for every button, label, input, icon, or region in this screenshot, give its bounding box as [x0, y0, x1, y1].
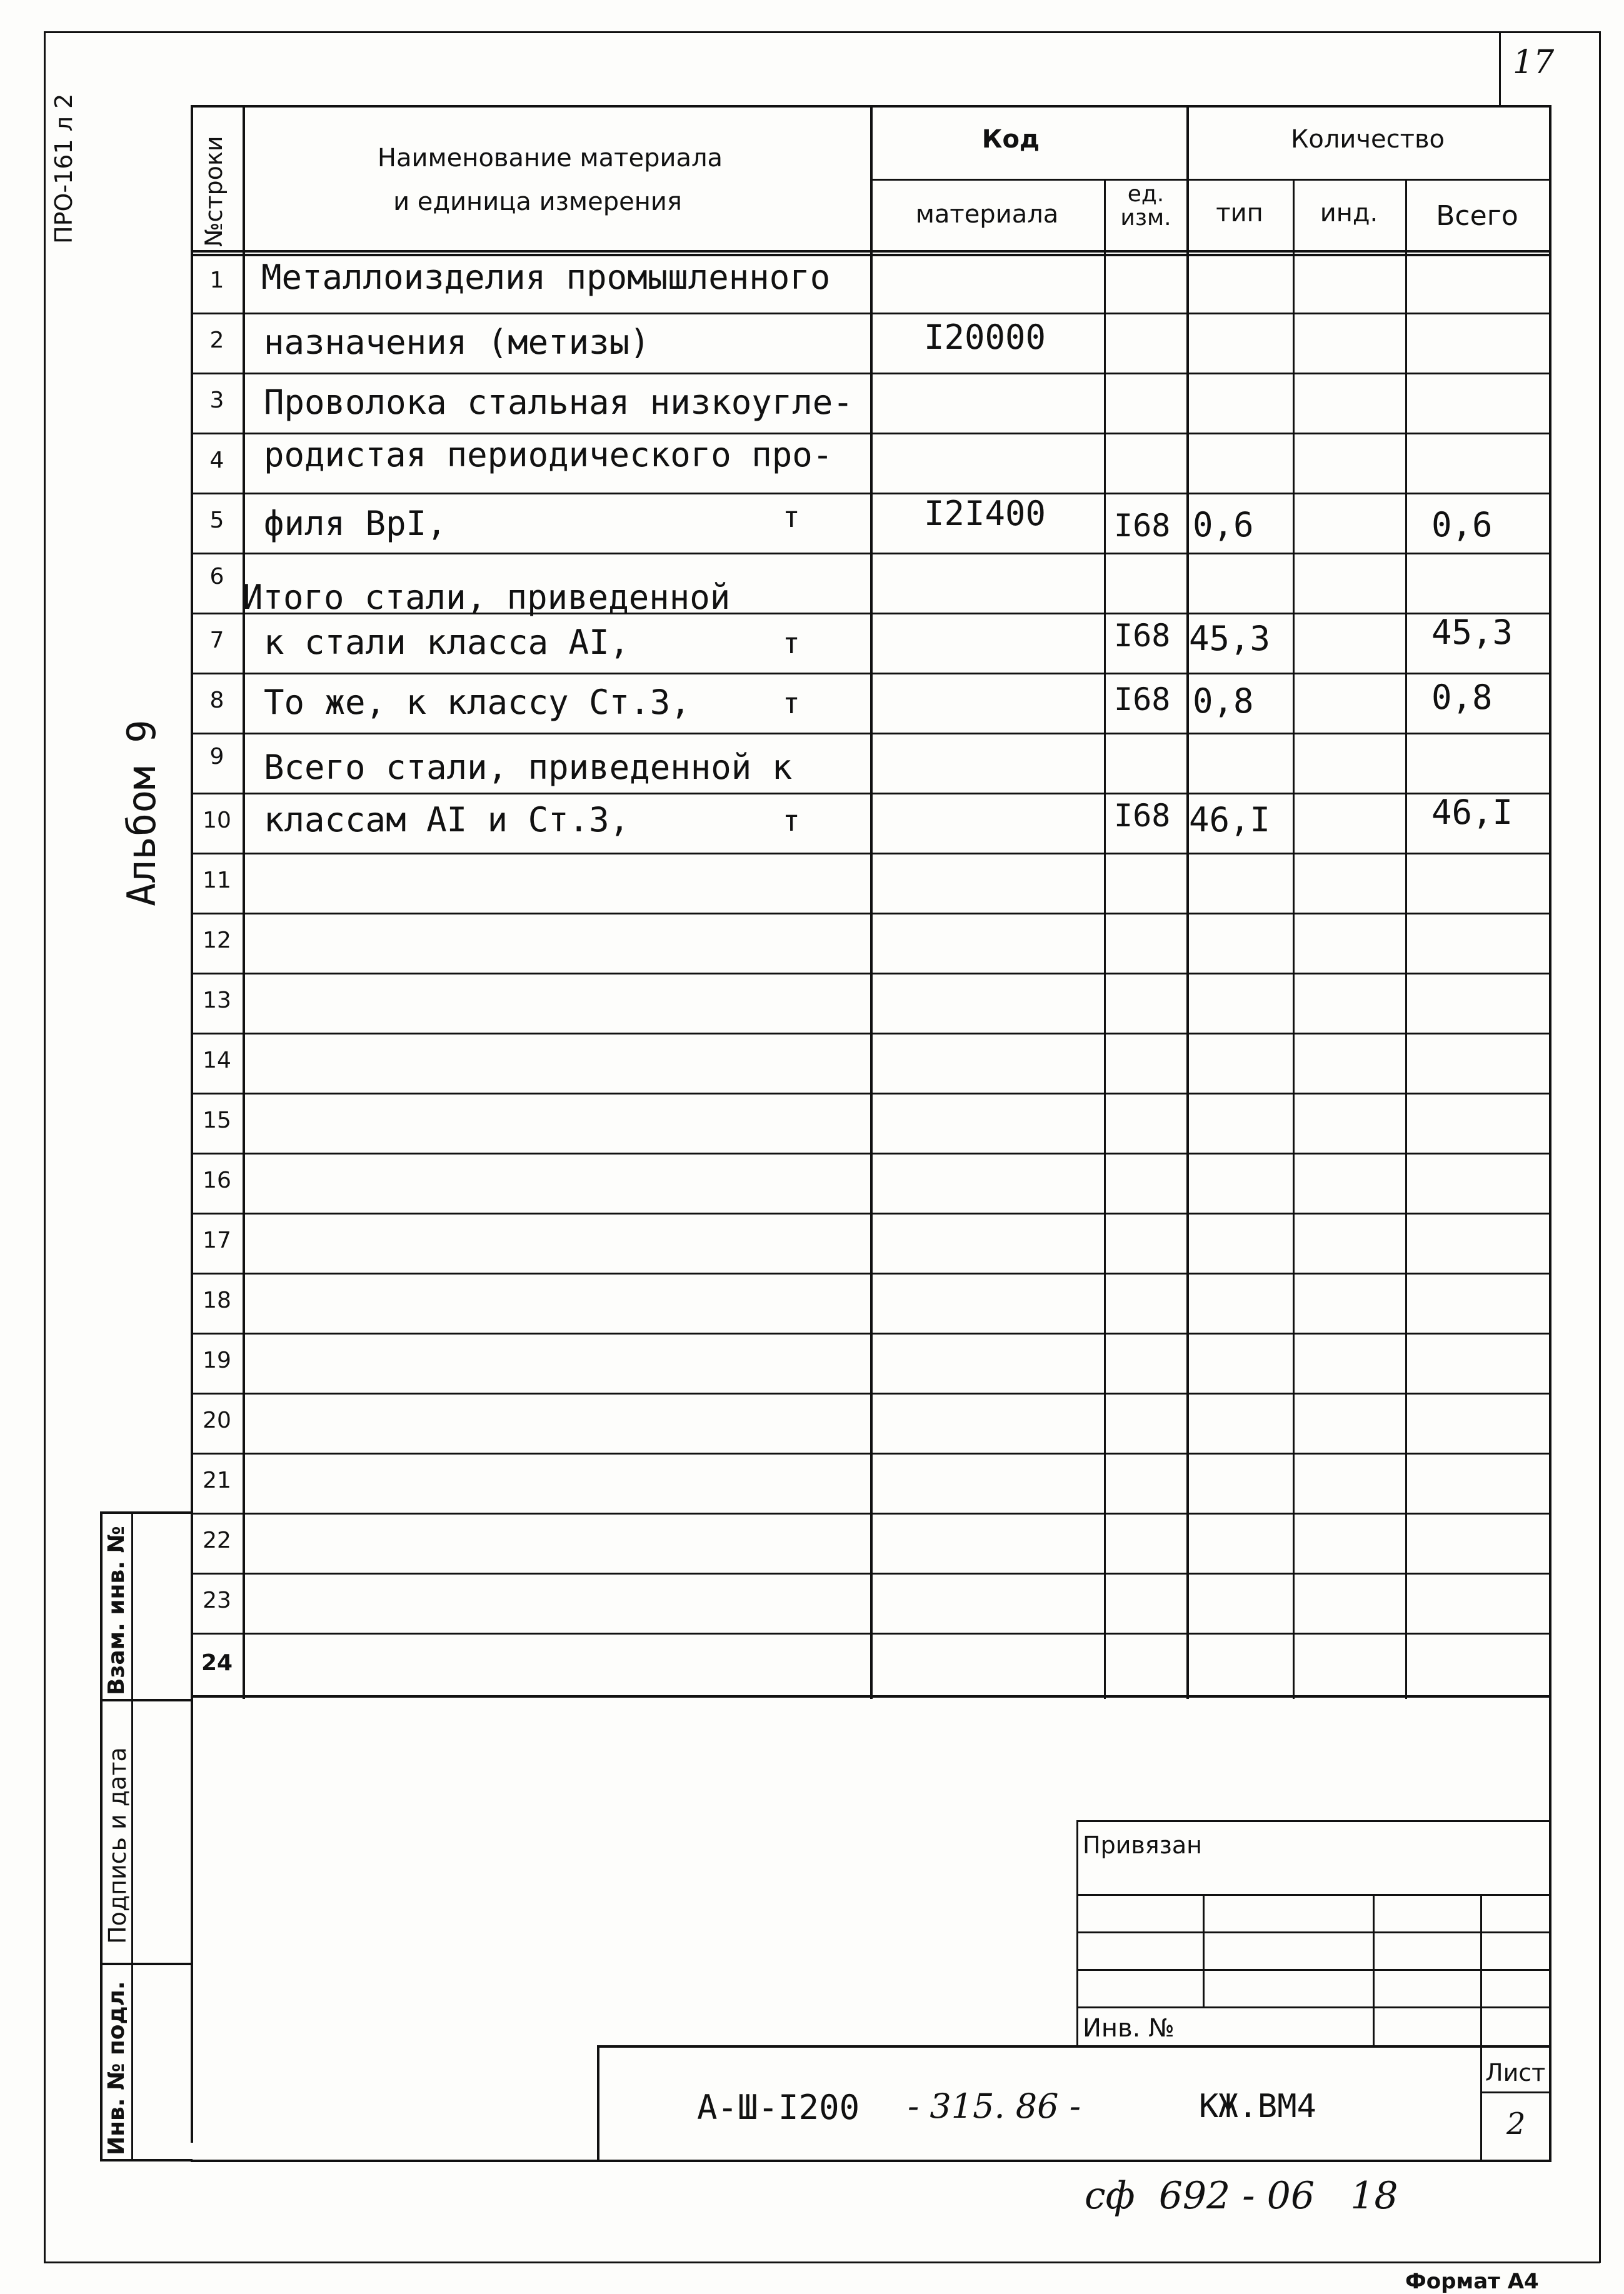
- designation-mark: КЖ.ВМ4: [1199, 2088, 1316, 2125]
- qty-type-header: тип: [1216, 199, 1263, 228]
- qty-total-value: 45,3: [1431, 613, 1513, 652]
- row-number: 14: [203, 1048, 231, 1073]
- quantity-header: Количество: [1290, 125, 1445, 154]
- row-number: 9: [209, 744, 224, 769]
- row-number: 15: [203, 1108, 231, 1133]
- unit-code: I68: [1114, 681, 1171, 718]
- code-header: Код: [981, 125, 1040, 154]
- designation-code: А-Ш-I200: [697, 2088, 860, 2127]
- privyazan-label: Привязан: [1083, 1831, 1202, 1859]
- row-number: 18: [203, 1288, 231, 1313]
- row-number: 7: [209, 628, 224, 653]
- row-number: 22: [203, 1528, 231, 1553]
- row-number: 8: [209, 688, 224, 713]
- material-name: классам АI и Ст.3,: [264, 800, 630, 839]
- qty-total-value: 46,I: [1431, 793, 1513, 832]
- row-number: 19: [203, 1348, 231, 1373]
- unit-label: т: [783, 804, 800, 838]
- name-header-line2: и единица измерения: [393, 188, 682, 216]
- row-number: 20: [203, 1408, 231, 1433]
- row-number: 13: [203, 988, 231, 1013]
- format-label: Формат А4: [1405, 2269, 1539, 2294]
- qty-total-header: Всего: [1436, 200, 1518, 232]
- row-number: 3: [209, 388, 224, 413]
- unit-code: I68: [1114, 618, 1171, 654]
- row-number: 16: [203, 1168, 231, 1193]
- row-number: 17: [203, 1228, 231, 1253]
- qty-type-value: 0,6: [1193, 505, 1254, 544]
- material-code: I2I400: [924, 494, 1046, 533]
- row-number: 6: [209, 564, 224, 589]
- designation-number: - 315. 86 -: [908, 2086, 1081, 2126]
- archive-mark: сф 692 - 06 18: [1085, 2174, 1398, 2218]
- sheet-number: 2: [1506, 2106, 1526, 2141]
- row-number: 4: [209, 448, 224, 473]
- qty-ind-header: инд.: [1320, 199, 1378, 228]
- qty-total-value: 0,6: [1431, 505, 1493, 544]
- code-unit-header: ед. изм.: [1120, 181, 1171, 231]
- album-label: Альбом 9: [119, 719, 164, 906]
- row-number: 1: [209, 268, 224, 293]
- material-name: к стали класса АI,: [264, 623, 630, 662]
- material-name: То же, к классу Ст.3,: [264, 683, 691, 722]
- unit-label: т: [783, 626, 800, 660]
- material-name: родистая периодического про-: [264, 435, 833, 474]
- row-number: 2: [209, 328, 224, 353]
- material-name: Всего стали, приведенной к: [264, 748, 793, 787]
- code-material-header: материала: [915, 200, 1059, 229]
- row-number: 24: [201, 1650, 233, 1676]
- row-number: 12: [203, 928, 231, 953]
- row-number: 21: [203, 1468, 231, 1493]
- material-name: назначения (метизы): [264, 323, 650, 362]
- row-number: 23: [203, 1588, 231, 1613]
- material-name: Итого стали, приведенной: [243, 578, 731, 617]
- inv-no-label: Инв. №: [1083, 2014, 1175, 2043]
- side-code: ПРО-161 л 2: [50, 93, 78, 244]
- qty-type-value: 46,I: [1189, 800, 1271, 839]
- signature-date-label: Подпись и дата: [104, 1747, 131, 1944]
- vzam-inv-label: Взам. инв. №: [104, 1526, 129, 1695]
- unit-code: I68: [1114, 508, 1171, 544]
- sheet-label: Лист: [1485, 2059, 1546, 2086]
- unit-code: I68: [1114, 798, 1171, 834]
- row-number: 10: [203, 808, 231, 833]
- material-code: I20000: [924, 318, 1046, 357]
- unit-label: т: [783, 500, 800, 534]
- page-number: 17: [1513, 44, 1555, 81]
- row-number: 5: [209, 508, 224, 533]
- qty-type-value: 0,8: [1193, 681, 1254, 721]
- inv-podl-label: Инв. № подл.: [104, 1981, 129, 2155]
- material-name: Металлоизделия промышленного: [261, 258, 831, 297]
- unit-label: т: [783, 686, 800, 720]
- qty-total-value: 0,8: [1431, 678, 1493, 717]
- row-number-header: №строки: [200, 136, 228, 247]
- material-name: филя ВрI,: [264, 504, 447, 543]
- qty-type-value: 45,3: [1189, 619, 1271, 658]
- row-number: 11: [203, 868, 231, 893]
- name-header-line1: Наименование материала: [377, 144, 723, 173]
- material-name: Проволока стальная низкоугле-: [264, 383, 853, 422]
